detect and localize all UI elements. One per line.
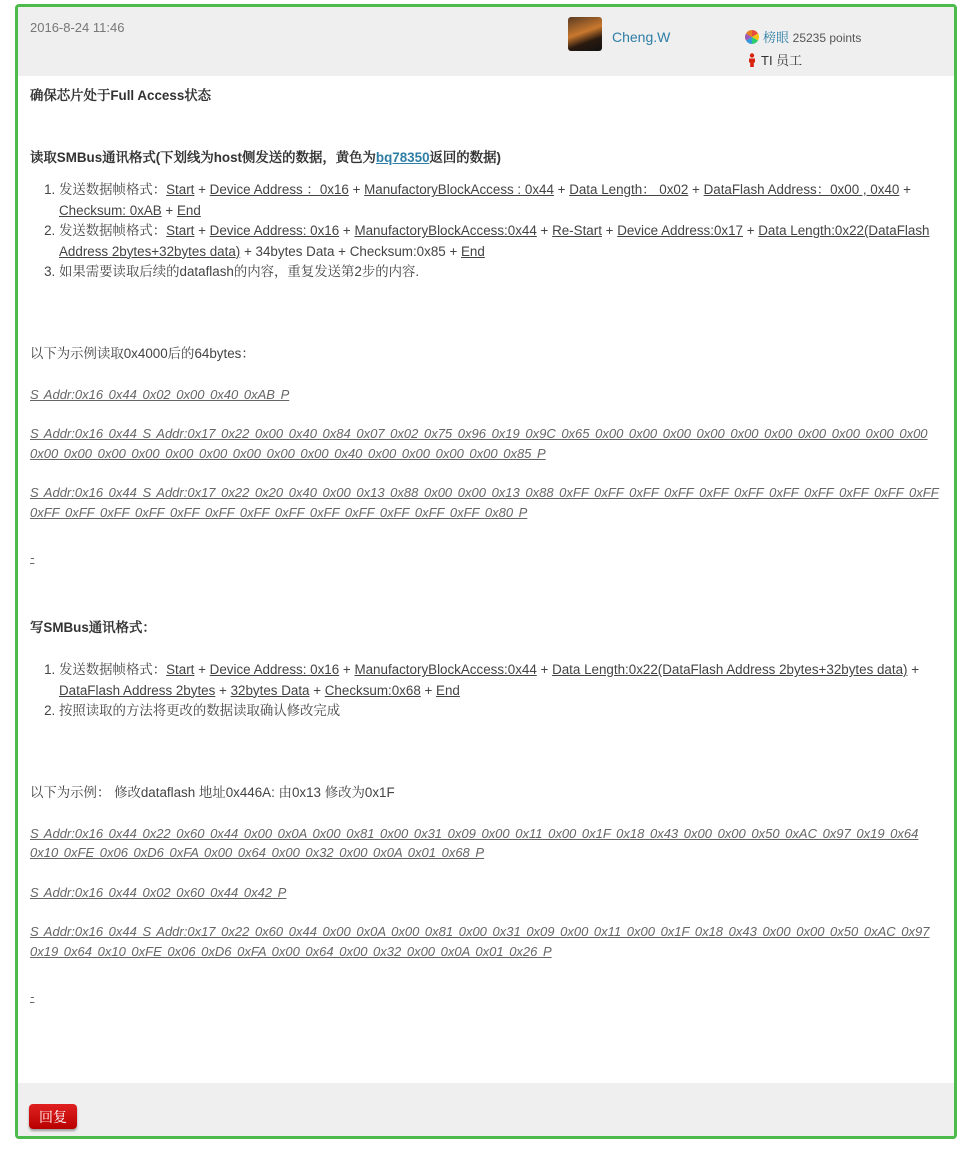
frame-part: DataFlash Address：0x00 , 0x40 xyxy=(703,182,900,197)
frame-part: 34bytes Data xyxy=(255,243,335,259)
read-steps-list xyxy=(30,180,942,283)
frame-part: End xyxy=(460,243,485,259)
write-step-2: 2. 按照读取的方法将更改的数据读取确认修改完成 xyxy=(59,701,942,722)
read-step-3: 3. 如果需要读取后续的dataflash的内容，重复发送第2步的内容. xyxy=(59,262,942,283)
frame-part: Checksum: 0xAB xyxy=(59,202,162,218)
read-format-heading xyxy=(30,148,942,169)
write-example-heading: 以下为示例： 修改dataflash 地址0x446A: 由0x13 修改为0x1F xyxy=(30,785,395,800)
frame-part: End xyxy=(436,682,460,698)
rank-name[interactable]: 榜眼 xyxy=(763,30,790,45)
reply-button[interactable]: 回复 xyxy=(29,1104,77,1129)
post-footer xyxy=(18,1083,954,1136)
read-sequence-3: S Addr:0x16 0x44 S Addr:0x17 0x22 0x20 0x40 0x00 0x13 0x88 0x00 0x00 0x13 0x88 0xFF 0xFF 0xFF 0xFF 0xFF 0xFF 0xFF 0xFF 0xFF 0xFF 0xFF 0xFF 0xFF 0xFF 0xFF 0xFF 0xFF 0xFF 0xFF 0xFF 0xFF 0xFF 0xFF 0xFF 0x80 P xyxy=(30,485,939,520)
post-header xyxy=(18,7,954,76)
ti-employee-label: TI 员工 xyxy=(761,53,803,68)
ti-person-icon xyxy=(747,53,757,67)
frame-part: Data Length:0x22(DataFlash Address 2bytes+32bytes data) xyxy=(59,223,930,259)
read-title-pre: 读取SMBus通讯格式(下划线为host侧发送的数据，黄色为 xyxy=(30,149,376,165)
step-prefix: 发送数据帧格式： xyxy=(59,182,167,197)
write-sequence-2: S Addr:0x16 0x44 0x02 0x60 0x44 0x42 P xyxy=(30,884,287,900)
read-title-post: 返回的数据) xyxy=(429,149,501,165)
frame-part: DataFlash Address 2bytes xyxy=(59,682,216,698)
frame-part: Data Length:0x22(DataFlash Address 2bytes+32bytes data) xyxy=(552,662,908,677)
frame-part: Re-Start xyxy=(552,223,602,238)
frame-part: Start xyxy=(166,223,195,238)
frame-part: Checksum:0x85 xyxy=(349,243,446,259)
frame-part: End xyxy=(176,202,201,218)
frame-part: Device Address ：0x16 xyxy=(209,182,349,197)
frame-part: Device Address: 0x16 xyxy=(209,223,340,238)
read-step-1: 1. 发送数据帧格式：Start + Device Address ：0x16 + ManufactoryBlockAccess : 0x44 + Data Length： 0x02 + DataFlash Address：0x00 , 0x40 + Checksum: 0xAB + End xyxy=(59,180,942,221)
frame-part: Device Address:0x17 xyxy=(617,223,743,238)
write-format-heading: 写SMBus通讯格式： xyxy=(30,619,156,635)
frame-part: Data Length： 0x02 xyxy=(569,182,689,197)
read-step-2: 2. 发送数据帧格式：Start + Device Address: 0x16 + ManufactoryBlockAccess:0x44 + Re-Start + Device Address:0x17 + Data Length:0x22(DataFlash Address 2bytes+32bytes data) + 34bytes Data + Checksum:0x85 + End xyxy=(59,221,942,262)
post-date: 2016-8-24 11:46 xyxy=(30,20,125,35)
frame-part: ManufactoryBlockAccess : 0x44 xyxy=(364,182,554,197)
avatar[interactable] xyxy=(568,17,602,51)
frame-part: 32bytes Data xyxy=(230,682,310,698)
pinwheel-icon xyxy=(745,30,759,44)
author-name-link[interactable]: Cheng.W xyxy=(612,29,671,45)
frame-part: Start xyxy=(166,182,195,197)
post-body xyxy=(30,86,942,1007)
author-rank xyxy=(745,27,861,46)
ti-employee-badge xyxy=(747,50,802,69)
read-sequence-2: S Addr:0x16 0x44 S Addr:0x17 0x22 0x00 0x40 0x84 0x07 0x02 0x75 0x96 0x19 0x9C 0x65 0x00 0x00 0x00 0x00 0x00 0x00 0x00 0x00 0x00 0x00 0x00 0x00 0x00 0x00 0x00 0x00 0x00 0x00 0x00 0x40 0x00 0x00 0x00 0x00 0x85 P xyxy=(30,426,928,461)
frame-part: Start xyxy=(166,662,195,677)
bq78350-link[interactable]: bq78350 xyxy=(375,149,430,165)
frame-part: Device Address: 0x16 xyxy=(209,662,340,677)
intro-heading: 确保芯片处于Full Access状态 xyxy=(30,88,212,103)
step-prefix: 发送数据帧格式： xyxy=(59,223,167,238)
separator-dash: - xyxy=(30,550,35,565)
write-steps-list xyxy=(30,660,942,722)
frame-part: ManufactoryBlockAccess:0x44 xyxy=(354,662,537,677)
write-step-1: 1. 发送数据帧格式：Start + Device Address: 0x16 + ManufactoryBlockAccess:0x44 + Data Length:0x22(DataFlash Address 2bytes+32bytes data) + DataFlash Address 2bytes + 32bytes Data + Checksum:0x68 + End xyxy=(59,660,942,701)
read-example-heading: 以下为示例读取0x4000后的64bytes： xyxy=(30,346,255,361)
step-prefix: 发送数据帧格式： xyxy=(59,662,167,677)
separator-dash: - xyxy=(30,989,35,1004)
post-card xyxy=(15,4,957,1139)
frame-part: ManufactoryBlockAccess:0x44 xyxy=(354,223,537,238)
write-sequence-3: S Addr:0x16 0x44 S Addr:0x17 0x22 0x60 0x44 0x00 0x0A 0x00 0x81 0x00 0x31 0x09 0x00 0x11 0x00 0x1F 0x18 0x43 0x00 0x00 0x50 0xAC 0x97 0x19 0x64 0x10 0xFE 0x06 0xD6 0xFA 0x00 0x64 0x00 0x32 0x00 0x0A 0x01 0x26 P xyxy=(30,924,930,959)
author-points: 25235 points xyxy=(792,31,862,45)
write-sequence-1: S Addr:0x16 0x44 0x22 0x60 0x44 0x00 0x0A 0x00 0x81 0x00 0x31 0x09 0x00 0x11 0x00 0x1F 0x18 0x43 0x00 0x00 0x50 0xAC 0x97 0x19 0x64 0x10 0xFE 0x06 0xD6 0xFA 0x00 0x64 0x00 0x32 0x00 0x0A 0x01 0x68 P xyxy=(30,825,919,860)
frame-part: Checksum:0x68 xyxy=(324,682,421,698)
read-sequence-1: S Addr:0x16 0x44 0x02 0x00 0x40 0xAB P xyxy=(30,386,290,402)
